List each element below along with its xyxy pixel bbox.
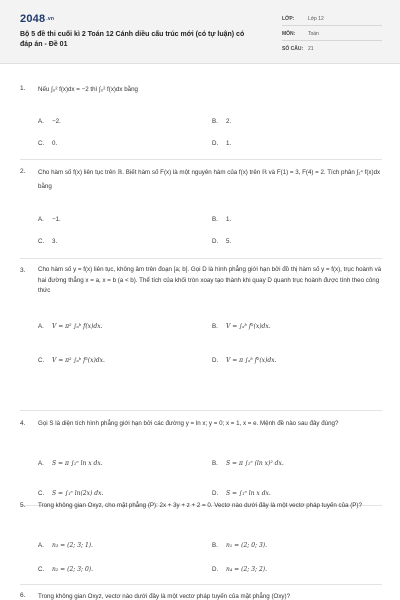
- option-text: S = π ∫₁ᵉ ln x dx.: [52, 460, 103, 467]
- question-text: Cho hàm số f(x) liên tục trên ℝ. Biết hàm số F(x) là một nguyên hàm của f(x) trên ℝ và F(1) = 3, F(4) = 2. Tích phân ∫₁⁴ f(x)dx bằng: [38, 169, 381, 190]
- question-text: Cho hàm số y = f(x) liên tục, không âm trên đoạn [a; b]. Gọi D là hình phẳng giới hạn bởi đồ thị hàm số y = f(x), trục hoành và hai đường thẳng x = a, x = b (a < b). Thể tích của khối tròn xoay tạo thành khi quay D quanh trục hoành được tính theo công thức: [38, 266, 382, 294]
- option-d[interactable]: [212, 140, 231, 147]
- option-text: n₄ = (2; 3; 2).: [226, 566, 268, 573]
- option-label: B.: [212, 118, 218, 125]
- option-text: S = π ∫₁ᵉ (ln x)² dx.: [226, 460, 284, 467]
- question-number: 6.: [20, 592, 26, 599]
- option-text: V = π² ∫ₐᵇ f²(x)dx.: [52, 357, 105, 364]
- option-text: 3.: [52, 238, 58, 245]
- meta-subject-value: Toán: [308, 31, 319, 37]
- option-d[interactable]: [212, 238, 231, 245]
- option-label: C.: [38, 566, 45, 573]
- question-number: 1.: [20, 85, 26, 92]
- site-logo[interactable]: [20, 13, 54, 25]
- question-number: 4.: [20, 420, 26, 427]
- option-text: 1.: [226, 140, 232, 147]
- divider: [20, 410, 382, 411]
- option-text: V = π² ∫ₐᵇ f(x)dx.: [52, 323, 103, 330]
- question-text: Trong không gian Oxyz, cho mặt phẳng (P): 2x + 3y + z + 2 = 0. Vectơ nào dưới đây là một vectơ pháp tuyến của (P)?: [38, 502, 362, 509]
- option-text: V = ∫ₐᵇ f²(x)dx.: [226, 323, 271, 330]
- divider: [20, 584, 382, 585]
- logo-suffix: .vn: [46, 16, 55, 23]
- option-label: C.: [38, 140, 45, 147]
- meta-class-value: Lớp 12: [308, 16, 324, 22]
- option-d[interactable]: [212, 566, 267, 573]
- logo-text: 2048: [20, 13, 46, 25]
- option-text: 5.: [226, 238, 232, 245]
- option-label: B.: [212, 323, 218, 330]
- question-text: Trong không gian Oxyz, vectơ nào dưới đây là một vectơ pháp tuyến của mặt phẳng (Oxy)?: [38, 593, 291, 600]
- meta-class-key: LỚP:: [282, 16, 295, 22]
- meta-class: [282, 16, 382, 26]
- option-c[interactable]: [38, 566, 93, 573]
- option-text: n₃ = (2; 3; 1).: [52, 542, 94, 549]
- meta-subject-key: MÔN:: [282, 31, 296, 37]
- meta-subject: [282, 31, 382, 41]
- document-title: Bộ 5 đề thi cuối kì 2 Toán 12 Cánh diều cấu trúc mới (có tự luận) có đáp án - Đề 01: [20, 31, 245, 48]
- question-text: Nếu ∫₀² f(x)dx = −2 thì ∫₀² f(x)dx bằng: [38, 86, 139, 93]
- option-text: n₁ = (2; 0; 3).: [226, 542, 268, 549]
- option-text: 1.: [226, 216, 232, 223]
- meta-count-key: SỐ CÂU:: [282, 46, 304, 52]
- option-label: D.: [212, 357, 219, 364]
- option-label: C.: [38, 357, 45, 364]
- option-a[interactable]: [38, 460, 103, 467]
- meta-count: [282, 46, 382, 52]
- option-label: A.: [38, 118, 44, 125]
- option-b[interactable]: [212, 216, 231, 223]
- option-text: V = π ∫ₐᵇ f²(x)dx.: [226, 357, 277, 364]
- option-text: S = ∫₁ᵉ ln(2x) dx.: [52, 490, 104, 497]
- option-text: −2.: [52, 118, 61, 125]
- option-label: C.: [38, 238, 45, 245]
- option-label: A.: [38, 542, 44, 549]
- option-d[interactable]: [212, 490, 271, 497]
- option-label: D.: [212, 238, 219, 245]
- option-c[interactable]: [38, 490, 103, 497]
- question-number: 5.: [20, 502, 26, 509]
- option-text: n₂ = (2; 3; 0).: [52, 566, 94, 573]
- option-b[interactable]: [212, 323, 271, 330]
- option-text: S = ∫₁ᵉ ln x dx.: [226, 490, 271, 497]
- option-c[interactable]: [38, 357, 105, 364]
- option-text: −1.: [52, 216, 61, 223]
- option-a[interactable]: [38, 542, 93, 549]
- option-label: B.: [212, 216, 218, 223]
- question-text: Gọi S là diện tích hình phẳng giới hạn bởi các đường y = ln x; y = 0; x = 1, x = e. Mệnh đề nào sau đây đúng?: [38, 420, 339, 427]
- option-label: C.: [38, 490, 45, 497]
- option-label: A.: [38, 460, 44, 467]
- document-header: [0, 0, 400, 64]
- option-a[interactable]: [38, 216, 61, 223]
- option-label: D.: [212, 490, 219, 497]
- question-number: 3.: [20, 267, 26, 274]
- option-b[interactable]: [212, 118, 231, 125]
- option-label: B.: [212, 460, 218, 467]
- meta-count-value: 21: [308, 46, 314, 52]
- option-label: D.: [212, 566, 219, 573]
- option-label: A.: [38, 216, 44, 223]
- question-number: 2.: [20, 168, 26, 175]
- option-label: A.: [38, 323, 44, 330]
- question-6: [0, 591, 400, 600]
- option-text: 2.: [226, 118, 232, 125]
- divider: [20, 258, 382, 259]
- option-b[interactable]: [212, 460, 284, 467]
- option-a[interactable]: [38, 323, 103, 330]
- option-c[interactable]: [38, 140, 57, 147]
- option-text: 0.: [52, 140, 58, 147]
- option-label: D.: [212, 140, 219, 147]
- option-b[interactable]: [212, 542, 267, 549]
- option-d[interactable]: [212, 357, 277, 364]
- option-c[interactable]: [38, 238, 57, 245]
- option-a[interactable]: [38, 118, 61, 125]
- divider: [20, 159, 382, 160]
- option-label: B.: [212, 542, 218, 549]
